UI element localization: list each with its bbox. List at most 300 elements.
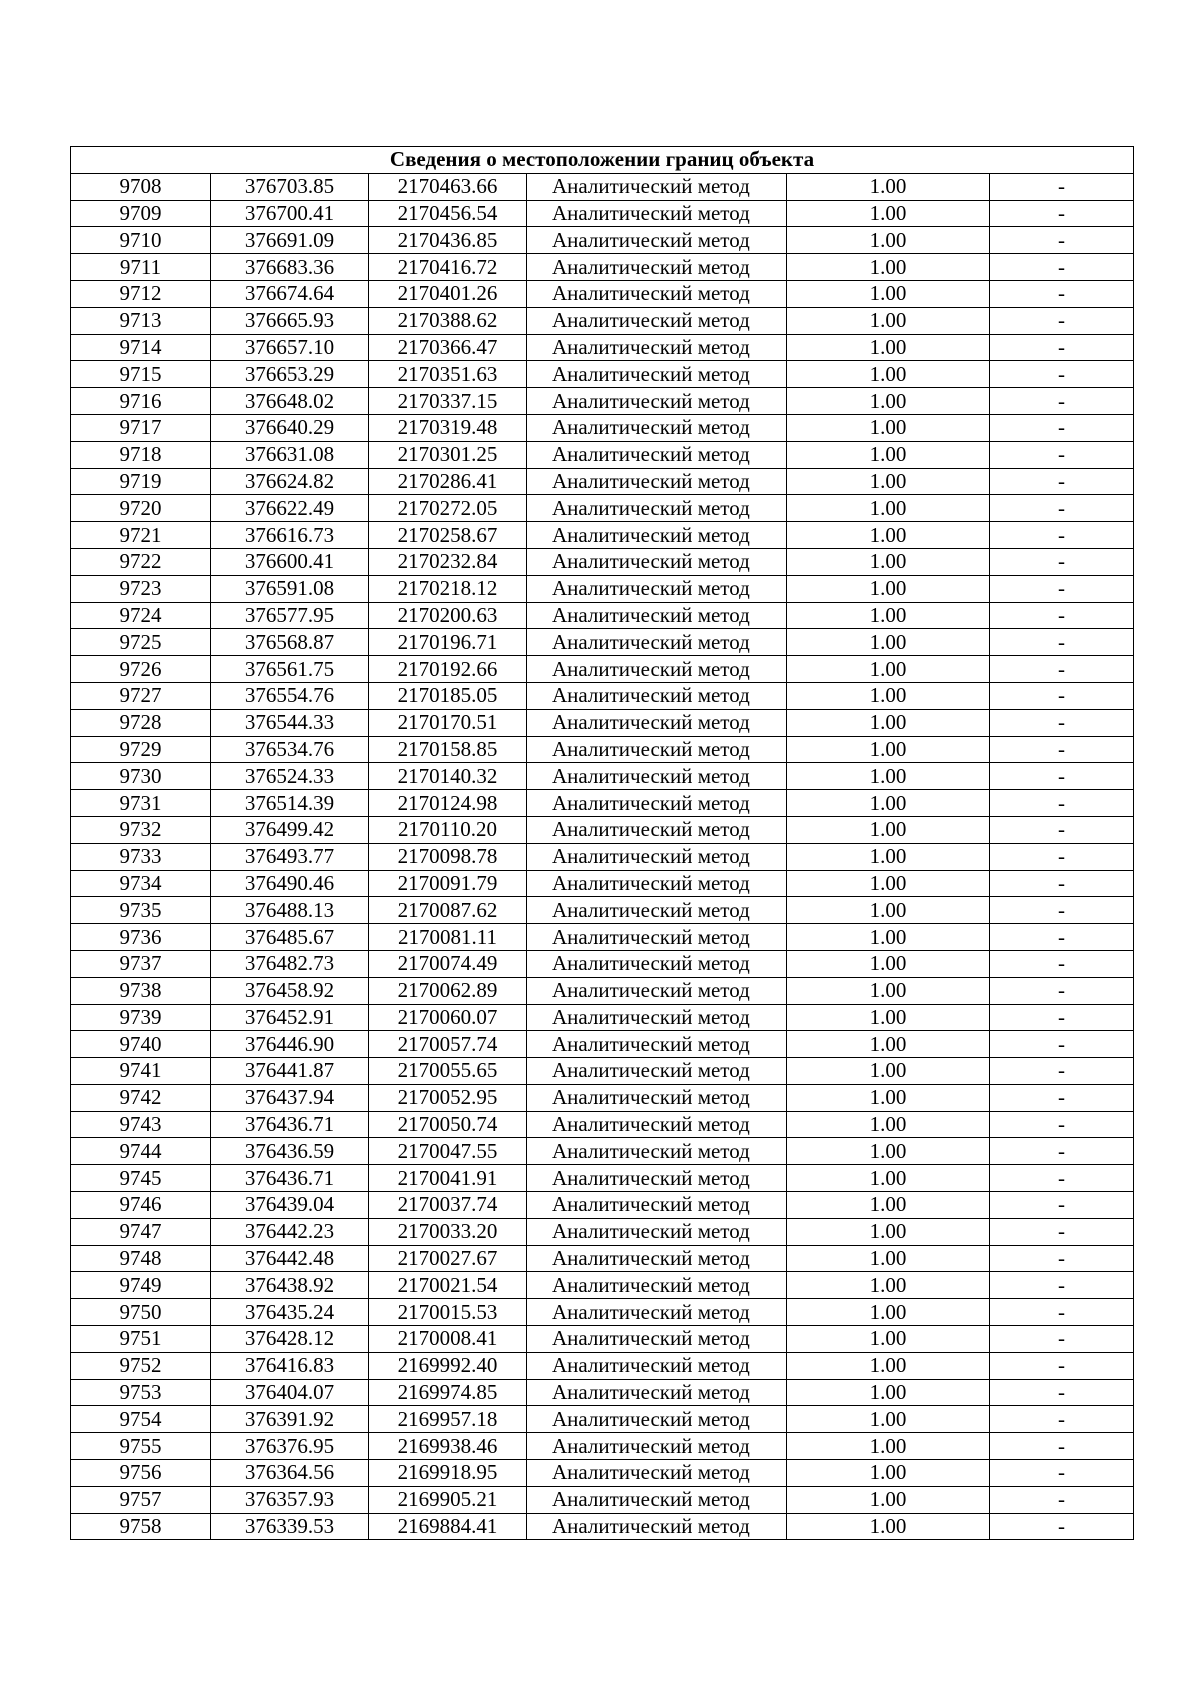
table-row bbox=[71, 1486, 1134, 1513]
point-number-cell: 9715 bbox=[71, 361, 211, 388]
table-row bbox=[71, 307, 1134, 334]
method-cell: Аналитический метод bbox=[527, 414, 787, 441]
x-coordinate-cell: 376514.39 bbox=[211, 790, 369, 817]
point-number-cell: 9726 bbox=[71, 656, 211, 683]
description-cell: - bbox=[990, 602, 1134, 629]
table-body bbox=[71, 173, 1134, 1540]
point-number-cell: 9720 bbox=[71, 495, 211, 522]
method-cell: Аналитический метод bbox=[527, 736, 787, 763]
y-coordinate-cell: 2170037.74 bbox=[369, 1192, 527, 1219]
description-cell: - bbox=[990, 1138, 1134, 1165]
y-coordinate-cell: 2170185.05 bbox=[369, 682, 527, 709]
y-coordinate-cell: 2170041.91 bbox=[369, 1165, 527, 1192]
description-cell: - bbox=[990, 1326, 1134, 1353]
table-row bbox=[71, 1138, 1134, 1165]
method-cell: Аналитический метод bbox=[527, 897, 787, 924]
y-coordinate-cell: 2170456.54 bbox=[369, 200, 527, 227]
table-row bbox=[71, 629, 1134, 656]
y-coordinate-cell: 2169992.40 bbox=[369, 1352, 527, 1379]
accuracy-cell: 1.00 bbox=[787, 361, 990, 388]
point-number-cell: 9755 bbox=[71, 1433, 211, 1460]
method-cell: Аналитический метод bbox=[527, 1192, 787, 1219]
x-coordinate-cell: 376458.92 bbox=[211, 977, 369, 1004]
y-coordinate-cell: 2170463.66 bbox=[369, 173, 527, 200]
accuracy-cell: 1.00 bbox=[787, 656, 990, 683]
y-coordinate-cell: 2170091.79 bbox=[369, 870, 527, 897]
x-coordinate-cell: 376436.59 bbox=[211, 1138, 369, 1165]
description-cell: - bbox=[990, 1084, 1134, 1111]
table-row bbox=[71, 1165, 1134, 1192]
accuracy-cell: 1.00 bbox=[787, 1486, 990, 1513]
accuracy-cell: 1.00 bbox=[787, 1326, 990, 1353]
table-row bbox=[71, 200, 1134, 227]
description-cell: - bbox=[990, 1352, 1134, 1379]
table-row bbox=[71, 1084, 1134, 1111]
x-coordinate-cell: 376364.56 bbox=[211, 1460, 369, 1487]
point-number-cell: 9737 bbox=[71, 950, 211, 977]
accuracy-cell: 1.00 bbox=[787, 1004, 990, 1031]
method-cell: Аналитический метод bbox=[527, 924, 787, 951]
method-cell: Аналитический метод bbox=[527, 280, 787, 307]
point-number-cell: 9724 bbox=[71, 602, 211, 629]
description-cell: - bbox=[990, 280, 1134, 307]
accuracy-cell: 1.00 bbox=[787, 548, 990, 575]
table-row bbox=[71, 441, 1134, 468]
y-coordinate-cell: 2170366.47 bbox=[369, 334, 527, 361]
method-cell: Аналитический метод bbox=[527, 816, 787, 843]
y-coordinate-cell: 2170140.32 bbox=[369, 763, 527, 790]
x-coordinate-cell: 376437.94 bbox=[211, 1084, 369, 1111]
table-row bbox=[71, 1272, 1134, 1299]
accuracy-cell: 1.00 bbox=[787, 790, 990, 817]
accuracy-cell: 1.00 bbox=[787, 1192, 990, 1219]
table-row bbox=[71, 977, 1134, 1004]
point-number-cell: 9716 bbox=[71, 388, 211, 415]
y-coordinate-cell: 2170033.20 bbox=[369, 1218, 527, 1245]
table-row bbox=[71, 950, 1134, 977]
y-coordinate-cell: 2170401.26 bbox=[369, 280, 527, 307]
x-coordinate-cell: 376441.87 bbox=[211, 1058, 369, 1085]
table-row bbox=[71, 790, 1134, 817]
point-number-cell: 9727 bbox=[71, 682, 211, 709]
description-cell: - bbox=[990, 790, 1134, 817]
table-row bbox=[71, 522, 1134, 549]
accuracy-cell: 1.00 bbox=[787, 897, 990, 924]
table-row bbox=[71, 736, 1134, 763]
y-coordinate-cell: 2170098.78 bbox=[369, 843, 527, 870]
accuracy-cell: 1.00 bbox=[787, 173, 990, 200]
x-coordinate-cell: 376436.71 bbox=[211, 1165, 369, 1192]
table-row bbox=[71, 1111, 1134, 1138]
accuracy-cell: 1.00 bbox=[787, 1299, 990, 1326]
table-row bbox=[71, 334, 1134, 361]
y-coordinate-cell: 2170027.67 bbox=[369, 1245, 527, 1272]
table-row bbox=[71, 602, 1134, 629]
table-row bbox=[71, 575, 1134, 602]
x-coordinate-cell: 376624.82 bbox=[211, 468, 369, 495]
table-title: Сведения о местоположении границ объекта bbox=[71, 147, 1134, 174]
x-coordinate-cell: 376391.92 bbox=[211, 1406, 369, 1433]
accuracy-cell: 1.00 bbox=[787, 816, 990, 843]
method-cell: Аналитический метод bbox=[527, 1084, 787, 1111]
method-cell: Аналитический метод bbox=[527, 1272, 787, 1299]
description-cell: - bbox=[990, 1460, 1134, 1487]
method-cell: Аналитический метод bbox=[527, 843, 787, 870]
point-number-cell: 9713 bbox=[71, 307, 211, 334]
y-coordinate-cell: 2170301.25 bbox=[369, 441, 527, 468]
y-coordinate-cell: 2170416.72 bbox=[369, 254, 527, 281]
method-cell: Аналитический метод bbox=[527, 1433, 787, 1460]
method-cell: Аналитический метод bbox=[527, 1218, 787, 1245]
description-cell: - bbox=[990, 254, 1134, 281]
x-coordinate-cell: 376446.90 bbox=[211, 1031, 369, 1058]
y-coordinate-cell: 2170258.67 bbox=[369, 522, 527, 549]
y-coordinate-cell: 2170008.41 bbox=[369, 1326, 527, 1353]
description-cell: - bbox=[990, 1486, 1134, 1513]
point-number-cell: 9750 bbox=[71, 1299, 211, 1326]
description-cell: - bbox=[990, 1513, 1134, 1540]
y-coordinate-cell: 2170232.84 bbox=[369, 548, 527, 575]
point-number-cell: 9747 bbox=[71, 1218, 211, 1245]
x-coordinate-cell: 376490.46 bbox=[211, 870, 369, 897]
accuracy-cell: 1.00 bbox=[787, 1513, 990, 1540]
accuracy-cell: 1.00 bbox=[787, 1084, 990, 1111]
table-row bbox=[71, 1218, 1134, 1245]
point-number-cell: 9725 bbox=[71, 629, 211, 656]
point-number-cell: 9739 bbox=[71, 1004, 211, 1031]
accuracy-cell: 1.00 bbox=[787, 334, 990, 361]
method-cell: Аналитический метод bbox=[527, 1352, 787, 1379]
description-cell: - bbox=[990, 1031, 1134, 1058]
method-cell: Аналитический метод bbox=[527, 254, 787, 281]
description-cell: - bbox=[990, 1058, 1134, 1085]
accuracy-cell: 1.00 bbox=[787, 414, 990, 441]
table-row bbox=[71, 1513, 1134, 1540]
point-number-cell: 9712 bbox=[71, 280, 211, 307]
point-number-cell: 9711 bbox=[71, 254, 211, 281]
point-number-cell: 9740 bbox=[71, 1031, 211, 1058]
table-row bbox=[71, 1192, 1134, 1219]
y-coordinate-cell: 2170319.48 bbox=[369, 414, 527, 441]
description-cell: - bbox=[990, 1379, 1134, 1406]
accuracy-cell: 1.00 bbox=[787, 441, 990, 468]
point-number-cell: 9736 bbox=[71, 924, 211, 951]
point-number-cell: 9723 bbox=[71, 575, 211, 602]
boundary-coordinates-table bbox=[70, 146, 1134, 1540]
description-cell: - bbox=[990, 441, 1134, 468]
x-coordinate-cell: 376648.02 bbox=[211, 388, 369, 415]
accuracy-cell: 1.00 bbox=[787, 924, 990, 951]
point-number-cell: 9752 bbox=[71, 1352, 211, 1379]
table-row bbox=[71, 682, 1134, 709]
accuracy-cell: 1.00 bbox=[787, 682, 990, 709]
x-coordinate-cell: 376622.49 bbox=[211, 495, 369, 522]
y-coordinate-cell: 2170196.71 bbox=[369, 629, 527, 656]
y-coordinate-cell: 2170124.98 bbox=[369, 790, 527, 817]
x-coordinate-cell: 376404.07 bbox=[211, 1379, 369, 1406]
accuracy-cell: 1.00 bbox=[787, 1433, 990, 1460]
x-coordinate-cell: 376485.67 bbox=[211, 924, 369, 951]
accuracy-cell: 1.00 bbox=[787, 843, 990, 870]
method-cell: Аналитический метод bbox=[527, 227, 787, 254]
x-coordinate-cell: 376554.76 bbox=[211, 682, 369, 709]
y-coordinate-cell: 2170200.63 bbox=[369, 602, 527, 629]
accuracy-cell: 1.00 bbox=[787, 468, 990, 495]
y-coordinate-cell: 2170192.66 bbox=[369, 656, 527, 683]
description-cell: - bbox=[990, 1406, 1134, 1433]
point-number-cell: 9741 bbox=[71, 1058, 211, 1085]
accuracy-cell: 1.00 bbox=[787, 1138, 990, 1165]
point-number-cell: 9719 bbox=[71, 468, 211, 495]
description-cell: - bbox=[990, 1299, 1134, 1326]
accuracy-cell: 1.00 bbox=[787, 1406, 990, 1433]
description-cell: - bbox=[990, 468, 1134, 495]
method-cell: Аналитический метод bbox=[527, 1460, 787, 1487]
y-coordinate-cell: 2170052.95 bbox=[369, 1084, 527, 1111]
method-cell: Аналитический метод bbox=[527, 1245, 787, 1272]
accuracy-cell: 1.00 bbox=[787, 629, 990, 656]
accuracy-cell: 1.00 bbox=[787, 575, 990, 602]
y-coordinate-cell: 2170060.07 bbox=[369, 1004, 527, 1031]
accuracy-cell: 1.00 bbox=[787, 254, 990, 281]
description-cell: - bbox=[990, 682, 1134, 709]
table-row bbox=[71, 1326, 1134, 1353]
method-cell: Аналитический метод bbox=[527, 1004, 787, 1031]
point-number-cell: 9732 bbox=[71, 816, 211, 843]
x-coordinate-cell: 376616.73 bbox=[211, 522, 369, 549]
accuracy-cell: 1.00 bbox=[787, 495, 990, 522]
x-coordinate-cell: 376438.92 bbox=[211, 1272, 369, 1299]
method-cell: Аналитический метод bbox=[527, 629, 787, 656]
point-number-cell: 9717 bbox=[71, 414, 211, 441]
x-coordinate-cell: 376442.23 bbox=[211, 1218, 369, 1245]
description-cell: - bbox=[990, 1218, 1134, 1245]
y-coordinate-cell: 2170074.49 bbox=[369, 950, 527, 977]
description-cell: - bbox=[990, 736, 1134, 763]
point-number-cell: 9751 bbox=[71, 1326, 211, 1353]
method-cell: Аналитический метод bbox=[527, 1138, 787, 1165]
method-cell: Аналитический метод bbox=[527, 602, 787, 629]
table-row bbox=[71, 254, 1134, 281]
point-number-cell: 9721 bbox=[71, 522, 211, 549]
table-row bbox=[71, 548, 1134, 575]
point-number-cell: 9709 bbox=[71, 200, 211, 227]
table-row bbox=[71, 388, 1134, 415]
y-coordinate-cell: 2170081.11 bbox=[369, 924, 527, 951]
y-coordinate-cell: 2170272.05 bbox=[369, 495, 527, 522]
description-cell: - bbox=[990, 307, 1134, 334]
point-number-cell: 9749 bbox=[71, 1272, 211, 1299]
method-cell: Аналитический метод bbox=[527, 656, 787, 683]
accuracy-cell: 1.00 bbox=[787, 280, 990, 307]
accuracy-cell: 1.00 bbox=[787, 1352, 990, 1379]
description-cell: - bbox=[990, 629, 1134, 656]
point-number-cell: 9738 bbox=[71, 977, 211, 1004]
x-coordinate-cell: 376591.08 bbox=[211, 575, 369, 602]
method-cell: Аналитический метод bbox=[527, 1513, 787, 1540]
accuracy-cell: 1.00 bbox=[787, 1058, 990, 1085]
description-cell: - bbox=[990, 388, 1134, 415]
table-row bbox=[71, 763, 1134, 790]
method-cell: Аналитический метод bbox=[527, 682, 787, 709]
table-header-row bbox=[71, 147, 1134, 174]
method-cell: Аналитический метод bbox=[527, 1486, 787, 1513]
table-row bbox=[71, 1245, 1134, 1272]
table-row bbox=[71, 173, 1134, 200]
accuracy-cell: 1.00 bbox=[787, 950, 990, 977]
description-cell: - bbox=[990, 656, 1134, 683]
description-cell: - bbox=[990, 763, 1134, 790]
x-coordinate-cell: 376442.48 bbox=[211, 1245, 369, 1272]
table-row bbox=[71, 1406, 1134, 1433]
point-number-cell: 9748 bbox=[71, 1245, 211, 1272]
x-coordinate-cell: 376691.09 bbox=[211, 227, 369, 254]
accuracy-cell: 1.00 bbox=[787, 227, 990, 254]
description-cell: - bbox=[990, 575, 1134, 602]
y-coordinate-cell: 2170158.85 bbox=[369, 736, 527, 763]
method-cell: Аналитический метод bbox=[527, 575, 787, 602]
point-number-cell: 9742 bbox=[71, 1084, 211, 1111]
description-cell: - bbox=[990, 897, 1134, 924]
x-coordinate-cell: 376561.75 bbox=[211, 656, 369, 683]
description-cell: - bbox=[990, 548, 1134, 575]
point-number-cell: 9735 bbox=[71, 897, 211, 924]
x-coordinate-cell: 376376.95 bbox=[211, 1433, 369, 1460]
table-row bbox=[71, 1379, 1134, 1406]
point-number-cell: 9754 bbox=[71, 1406, 211, 1433]
point-number-cell: 9746 bbox=[71, 1192, 211, 1219]
method-cell: Аналитический метод bbox=[527, 1299, 787, 1326]
point-number-cell: 9734 bbox=[71, 870, 211, 897]
table-row bbox=[71, 656, 1134, 683]
y-coordinate-cell: 2170087.62 bbox=[369, 897, 527, 924]
x-coordinate-cell: 376703.85 bbox=[211, 173, 369, 200]
x-coordinate-cell: 376534.76 bbox=[211, 736, 369, 763]
accuracy-cell: 1.00 bbox=[787, 1165, 990, 1192]
method-cell: Аналитический метод bbox=[527, 870, 787, 897]
point-number-cell: 9756 bbox=[71, 1460, 211, 1487]
description-cell: - bbox=[990, 361, 1134, 388]
method-cell: Аналитический метод bbox=[527, 1406, 787, 1433]
point-number-cell: 9722 bbox=[71, 548, 211, 575]
x-coordinate-cell: 376428.12 bbox=[211, 1326, 369, 1353]
y-coordinate-cell: 2170057.74 bbox=[369, 1031, 527, 1058]
y-coordinate-cell: 2170337.15 bbox=[369, 388, 527, 415]
method-cell: Аналитический метод bbox=[527, 977, 787, 1004]
method-cell: Аналитический метод bbox=[527, 200, 787, 227]
table-row bbox=[71, 414, 1134, 441]
y-coordinate-cell: 2170110.20 bbox=[369, 816, 527, 843]
table-row bbox=[71, 709, 1134, 736]
table-row bbox=[71, 843, 1134, 870]
y-coordinate-cell: 2170062.89 bbox=[369, 977, 527, 1004]
accuracy-cell: 1.00 bbox=[787, 709, 990, 736]
point-number-cell: 9753 bbox=[71, 1379, 211, 1406]
x-coordinate-cell: 376600.41 bbox=[211, 548, 369, 575]
method-cell: Аналитический метод bbox=[527, 950, 787, 977]
method-cell: Аналитический метод bbox=[527, 468, 787, 495]
method-cell: Аналитический метод bbox=[527, 495, 787, 522]
y-coordinate-cell: 2170055.65 bbox=[369, 1058, 527, 1085]
x-coordinate-cell: 376435.24 bbox=[211, 1299, 369, 1326]
y-coordinate-cell: 2169957.18 bbox=[369, 1406, 527, 1433]
accuracy-cell: 1.00 bbox=[787, 1245, 990, 1272]
accuracy-cell: 1.00 bbox=[787, 1031, 990, 1058]
x-coordinate-cell: 376357.93 bbox=[211, 1486, 369, 1513]
y-coordinate-cell: 2170388.62 bbox=[369, 307, 527, 334]
y-coordinate-cell: 2170170.51 bbox=[369, 709, 527, 736]
x-coordinate-cell: 376416.83 bbox=[211, 1352, 369, 1379]
table-row bbox=[71, 227, 1134, 254]
method-cell: Аналитический метод bbox=[527, 361, 787, 388]
x-coordinate-cell: 376577.95 bbox=[211, 602, 369, 629]
x-coordinate-cell: 376683.36 bbox=[211, 254, 369, 281]
x-coordinate-cell: 376568.87 bbox=[211, 629, 369, 656]
method-cell: Аналитический метод bbox=[527, 1031, 787, 1058]
description-cell: - bbox=[990, 200, 1134, 227]
method-cell: Аналитический метод bbox=[527, 522, 787, 549]
accuracy-cell: 1.00 bbox=[787, 307, 990, 334]
point-number-cell: 9743 bbox=[71, 1111, 211, 1138]
accuracy-cell: 1.00 bbox=[787, 388, 990, 415]
table-row bbox=[71, 1004, 1134, 1031]
x-coordinate-cell: 376452.91 bbox=[211, 1004, 369, 1031]
description-cell: - bbox=[990, 227, 1134, 254]
y-coordinate-cell: 2170047.55 bbox=[369, 1138, 527, 1165]
method-cell: Аналитический метод bbox=[527, 709, 787, 736]
x-coordinate-cell: 376674.64 bbox=[211, 280, 369, 307]
table-row bbox=[71, 870, 1134, 897]
description-cell: - bbox=[990, 709, 1134, 736]
method-cell: Аналитический метод bbox=[527, 334, 787, 361]
x-coordinate-cell: 376488.13 bbox=[211, 897, 369, 924]
description-cell: - bbox=[990, 495, 1134, 522]
description-cell: - bbox=[990, 334, 1134, 361]
x-coordinate-cell: 376439.04 bbox=[211, 1192, 369, 1219]
description-cell: - bbox=[990, 843, 1134, 870]
point-number-cell: 9729 bbox=[71, 736, 211, 763]
description-cell: - bbox=[990, 816, 1134, 843]
description-cell: - bbox=[990, 522, 1134, 549]
y-coordinate-cell: 2169974.85 bbox=[369, 1379, 527, 1406]
method-cell: Аналитический метод bbox=[527, 1058, 787, 1085]
x-coordinate-cell: 376482.73 bbox=[211, 950, 369, 977]
point-number-cell: 9731 bbox=[71, 790, 211, 817]
method-cell: Аналитический метод bbox=[527, 1379, 787, 1406]
x-coordinate-cell: 376499.42 bbox=[211, 816, 369, 843]
x-coordinate-cell: 376436.71 bbox=[211, 1111, 369, 1138]
accuracy-cell: 1.00 bbox=[787, 763, 990, 790]
point-number-cell: 9710 bbox=[71, 227, 211, 254]
y-coordinate-cell: 2169918.95 bbox=[369, 1460, 527, 1487]
description-cell: - bbox=[990, 1433, 1134, 1460]
description-cell: - bbox=[990, 950, 1134, 977]
point-number-cell: 9758 bbox=[71, 1513, 211, 1540]
accuracy-cell: 1.00 bbox=[787, 736, 990, 763]
accuracy-cell: 1.00 bbox=[787, 200, 990, 227]
y-coordinate-cell: 2170015.53 bbox=[369, 1299, 527, 1326]
table-row bbox=[71, 1058, 1134, 1085]
method-cell: Аналитический метод bbox=[527, 173, 787, 200]
y-coordinate-cell: 2170351.63 bbox=[369, 361, 527, 388]
x-coordinate-cell: 376544.33 bbox=[211, 709, 369, 736]
description-cell: - bbox=[990, 1272, 1134, 1299]
table-row bbox=[71, 280, 1134, 307]
y-coordinate-cell: 2170436.85 bbox=[369, 227, 527, 254]
point-number-cell: 9708 bbox=[71, 173, 211, 200]
point-number-cell: 9744 bbox=[71, 1138, 211, 1165]
description-cell: - bbox=[990, 414, 1134, 441]
